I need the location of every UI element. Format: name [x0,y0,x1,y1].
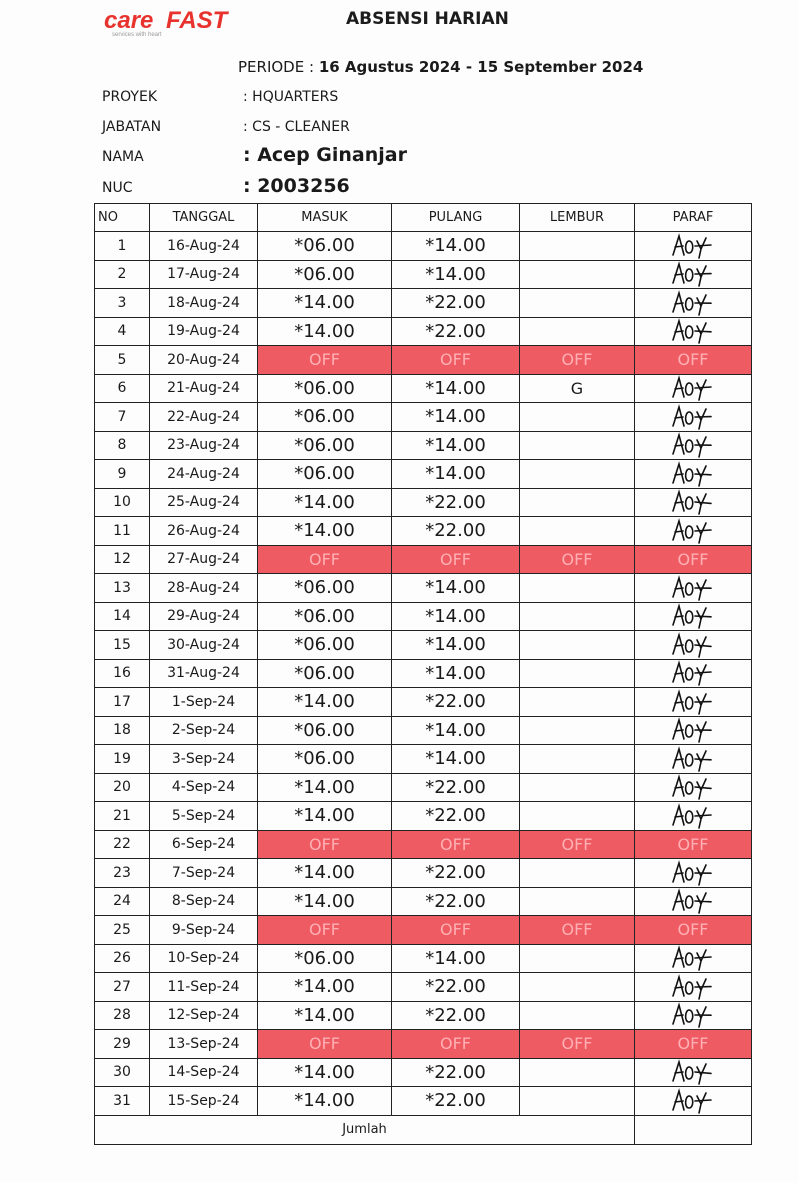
row-masuk: *06.00 [258,659,392,688]
signature-stroke [673,806,711,828]
handwritten-signature [663,290,723,316]
row-no: 28 [95,1001,150,1030]
signature-stroke [673,464,711,486]
handwritten-signature [663,803,723,829]
row-masuk: OFF [258,1030,392,1059]
row-tanggal: 21-Aug-24 [150,374,258,403]
row-lembur [520,431,635,460]
table-row [95,916,752,945]
row-tanggal: 29-Aug-24 [150,602,258,631]
table-row [95,488,752,517]
row-paraf-signature [635,403,752,432]
signature-stroke [673,236,711,258]
signature-stroke [673,777,711,799]
row-lembur [520,716,635,745]
signature-stroke [673,321,711,343]
row-lembur: OFF [520,346,635,375]
row-paraf: OFF [635,1030,752,1059]
row-masuk: *06.00 [258,631,392,660]
row-lembur [520,232,635,261]
header-masuk: MASUK [258,204,392,232]
nuc-value: : 2003256 [243,175,350,197]
handwritten-signature [663,632,723,658]
handwritten-signature [663,461,723,487]
row-tanggal: 23-Aug-24 [150,431,258,460]
row-lembur [520,745,635,774]
nama-label: NAMA [102,149,144,165]
row-tanggal: 2-Sep-24 [150,716,258,745]
row-masuk: *06.00 [258,602,392,631]
table-row [95,574,752,603]
row-no: 23 [95,859,150,888]
signature-stroke [673,407,711,429]
row-pulang: *22.00 [392,1087,520,1116]
row-masuk: *06.00 [258,431,392,460]
table-row [95,1001,752,1030]
row-pulang: *22.00 [392,973,520,1002]
row-masuk: *06.00 [258,745,392,774]
row-lembur [520,1058,635,1087]
table-row [95,403,752,432]
row-no: 29 [95,1030,150,1059]
header-pulang: PULANG [392,204,520,232]
row-no: 9 [95,460,150,489]
table-row [95,688,752,717]
row-tanggal: 16-Aug-24 [150,232,258,261]
row-paraf-signature [635,1058,752,1087]
row-no: 2 [95,260,150,289]
row-no: 12 [95,545,150,574]
row-no: 1 [95,232,150,261]
row-masuk: *06.00 [258,574,392,603]
row-no: 16 [95,659,150,688]
handwritten-signature [663,375,723,401]
row-pulang: OFF [392,1030,520,1059]
row-lembur [520,659,635,688]
jabatan-value: : CS - CLEANER [243,119,350,135]
row-pulang: *14.00 [392,374,520,403]
row-paraf-signature [635,488,752,517]
signature-stroke [673,1005,711,1027]
table-row [95,317,752,346]
row-pulang: *14.00 [392,260,520,289]
row-tanggal: 12-Sep-24 [150,1001,258,1030]
row-lembur: G [520,374,635,403]
row-masuk: *06.00 [258,260,392,289]
row-tanggal: 5-Sep-24 [150,802,258,831]
row-lembur [520,802,635,831]
handwritten-signature [663,575,723,601]
row-pulang: *22.00 [392,688,520,717]
row-tanggal: 13-Sep-24 [150,1030,258,1059]
row-paraf-signature [635,574,752,603]
row-lembur: OFF [520,830,635,859]
row-lembur [520,403,635,432]
row-no: 18 [95,716,150,745]
row-paraf-signature [635,289,752,318]
row-pulang: *14.00 [392,602,520,631]
row-paraf-signature [635,374,752,403]
row-tanggal: 30-Aug-24 [150,631,258,660]
row-no: 14 [95,602,150,631]
row-masuk: *14.00 [258,773,392,802]
table-row [95,346,752,375]
signature-stroke [673,891,711,913]
nuc-label: NUC [102,180,133,196]
handwritten-signature [663,689,723,715]
row-no: 31 [95,1087,150,1116]
row-pulang: *14.00 [392,460,520,489]
row-no: 8 [95,431,150,460]
row-lembur [520,289,635,318]
row-paraf-signature [635,460,752,489]
total-paraf-cell [635,1115,752,1144]
signature-stroke [673,378,711,400]
row-no: 3 [95,289,150,318]
table-row [95,431,752,460]
row-masuk: *14.00 [258,688,392,717]
table-row [95,745,752,774]
table-row [95,545,752,574]
row-masuk: *06.00 [258,403,392,432]
row-no: 17 [95,688,150,717]
row-tanggal: 6-Sep-24 [150,830,258,859]
row-tanggal: 26-Aug-24 [150,517,258,546]
header-lembur: LEMBUR [520,204,635,232]
row-lembur [520,1001,635,1030]
table-row [95,716,752,745]
row-pulang: OFF [392,916,520,945]
carefast-logo [104,8,304,38]
row-paraf-signature [635,659,752,688]
row-tanggal: 14-Sep-24 [150,1058,258,1087]
row-no: 7 [95,403,150,432]
row-tanggal: 11-Sep-24 [150,973,258,1002]
row-masuk: *14.00 [258,802,392,831]
row-masuk: *14.00 [258,517,392,546]
header-paraf: PARAF [635,204,752,232]
handwritten-signature [663,489,723,515]
periode-line [238,58,643,76]
row-pulang: *22.00 [392,289,520,318]
signature-stroke [673,749,711,771]
table-row [95,631,752,660]
row-masuk: *14.00 [258,887,392,916]
total-label: Jumlah [95,1115,635,1144]
row-paraf-signature [635,1001,752,1030]
signature-stroke [673,635,711,657]
proyek-value: : HQUARTERS [243,89,339,105]
handwritten-signature [663,860,723,886]
row-lembur: OFF [520,916,635,945]
row-tanggal: 17-Aug-24 [150,260,258,289]
signature-stroke [673,578,711,600]
row-pulang: *14.00 [392,631,520,660]
row-masuk: *14.00 [258,488,392,517]
logo-care-text: care [104,8,154,34]
row-pulang: *22.00 [392,517,520,546]
row-pulang: *14.00 [392,659,520,688]
row-pulang: OFF [392,830,520,859]
table-row [95,460,752,489]
row-tanggal: 19-Aug-24 [150,317,258,346]
table-row [95,773,752,802]
row-tanggal: 9-Sep-24 [150,916,258,945]
row-no: 21 [95,802,150,831]
row-lembur [520,859,635,888]
table-row [95,944,752,973]
row-pulang: *14.00 [392,716,520,745]
row-no: 26 [95,944,150,973]
row-pulang: OFF [392,545,520,574]
table-row [95,374,752,403]
row-lembur [520,631,635,660]
handwritten-signature [663,717,723,743]
periode-label: PERIODE : [238,58,315,76]
row-tanggal: 4-Sep-24 [150,773,258,802]
row-masuk: *06.00 [258,716,392,745]
signature-stroke [673,293,711,315]
row-no: 27 [95,973,150,1002]
row-lembur [520,773,635,802]
row-no: 19 [95,745,150,774]
row-pulang: *22.00 [392,887,520,916]
table-row [95,859,752,888]
handwritten-signature [663,1088,723,1114]
table-row [95,802,752,831]
row-paraf-signature [635,716,752,745]
row-paraf-signature [635,802,752,831]
header-no: NO [95,204,150,232]
handwritten-signature [663,233,723,259]
signature-stroke [673,863,711,885]
table-row [95,1058,752,1087]
table-row [95,659,752,688]
row-masuk: OFF [258,545,392,574]
row-masuk: OFF [258,916,392,945]
handwritten-signature [663,1002,723,1028]
row-no: 5 [95,346,150,375]
row-no: 11 [95,517,150,546]
row-no: 6 [95,374,150,403]
row-no: 4 [95,317,150,346]
row-pulang: *22.00 [392,317,520,346]
row-tanggal: 24-Aug-24 [150,460,258,489]
logo-fast-text: FAST [166,8,228,34]
row-paraf-signature [635,944,752,973]
document-title: ABSENSI HARIAN [346,9,509,29]
table-header-row [95,204,752,232]
row-pulang: *14.00 [392,944,520,973]
row-lembur [520,887,635,916]
handwritten-signature [663,318,723,344]
jabatan-label: JABATAN [102,119,162,135]
row-masuk: *06.00 [258,374,392,403]
handwritten-signature [663,261,723,287]
row-lembur [520,688,635,717]
row-tanggal: 10-Sep-24 [150,944,258,973]
row-pulang: *22.00 [392,488,520,517]
row-paraf: OFF [635,545,752,574]
row-tanggal: 8-Sep-24 [150,887,258,916]
row-lembur [520,574,635,603]
signature-stroke [673,692,711,714]
row-pulang: *14.00 [392,574,520,603]
handwritten-signature [663,746,723,772]
row-pulang: *22.00 [392,1001,520,1030]
handwritten-signature [663,603,723,629]
row-lembur [520,460,635,489]
row-pulang: *14.00 [392,232,520,261]
table-row [95,289,752,318]
row-paraf-signature [635,859,752,888]
row-no: 30 [95,1058,150,1087]
attendance-table [94,203,752,1145]
table-row [95,232,752,261]
row-paraf-signature [635,745,752,774]
handwritten-signature [663,660,723,686]
row-tanggal: 25-Aug-24 [150,488,258,517]
row-lembur [520,602,635,631]
handwritten-signature [663,888,723,914]
table-row [95,602,752,631]
row-lembur [520,317,635,346]
logo-tagline: services with heart [112,32,162,38]
table-row [95,517,752,546]
table-row [95,260,752,289]
table-row [95,1087,752,1116]
row-lembur [520,973,635,1002]
row-masuk: *14.00 [258,859,392,888]
row-no: 13 [95,574,150,603]
row-pulang: *22.00 [392,859,520,888]
row-paraf-signature [635,431,752,460]
table-row [95,887,752,916]
row-masuk: *14.00 [258,1001,392,1030]
row-pulang: *14.00 [392,403,520,432]
signature-stroke [673,264,711,286]
signature-stroke [673,720,711,742]
row-lembur [520,488,635,517]
row-paraf-signature [635,232,752,261]
row-paraf: OFF [635,916,752,945]
total-row [95,1115,752,1144]
handwritten-signature [663,774,723,800]
signature-stroke [673,521,711,543]
handwritten-signature [663,432,723,458]
row-paraf: OFF [635,346,752,375]
row-paraf-signature [635,602,752,631]
row-masuk: OFF [258,830,392,859]
row-no: 24 [95,887,150,916]
row-pulang: *22.00 [392,773,520,802]
periode-value: 16 Agustus 2024 - 15 September 2024 [318,58,644,76]
proyek-label: PROYEK [102,89,158,105]
row-tanggal: 18-Aug-24 [150,289,258,318]
row-tanggal: 31-Aug-24 [150,659,258,688]
signature-stroke [673,948,711,970]
signature-stroke [673,663,711,685]
signature-stroke [673,492,711,514]
row-pulang: *22.00 [392,1058,520,1087]
table-row [95,830,752,859]
row-masuk: *06.00 [258,460,392,489]
row-tanggal: 15-Sep-24 [150,1087,258,1116]
row-lembur [520,517,635,546]
handwritten-signature [663,404,723,430]
signature-stroke [673,1062,711,1084]
row-paraf-signature [635,688,752,717]
row-pulang: OFF [392,346,520,375]
row-no: 15 [95,631,150,660]
row-lembur [520,944,635,973]
row-no: 25 [95,916,150,945]
row-tanggal: 20-Aug-24 [150,346,258,375]
row-masuk: *14.00 [258,289,392,318]
row-paraf-signature [635,260,752,289]
row-tanggal: 27-Aug-24 [150,545,258,574]
table-row [95,973,752,1002]
row-tanggal: 1-Sep-24 [150,688,258,717]
row-masuk: *14.00 [258,317,392,346]
row-lembur: OFF [520,1030,635,1059]
row-tanggal: 22-Aug-24 [150,403,258,432]
table-row [95,1030,752,1059]
row-paraf-signature [635,887,752,916]
row-no: 22 [95,830,150,859]
signature-stroke [673,1091,711,1113]
signature-stroke [673,977,711,999]
row-masuk: *14.00 [258,973,392,1002]
row-paraf: OFF [635,830,752,859]
handwritten-signature [663,945,723,971]
row-tanggal: 3-Sep-24 [150,745,258,774]
row-pulang: *14.00 [392,745,520,774]
row-lembur: OFF [520,545,635,574]
row-tanggal: 28-Aug-24 [150,574,258,603]
signature-stroke [673,435,711,457]
row-masuk: *14.00 [258,1058,392,1087]
row-masuk: *06.00 [258,232,392,261]
row-lembur [520,260,635,289]
row-pulang: *14.00 [392,431,520,460]
row-lembur [520,1087,635,1116]
signature-stroke [673,606,711,628]
handwritten-signature [663,518,723,544]
handwritten-signature [663,1059,723,1085]
row-paraf-signature [635,973,752,1002]
row-tanggal: 7-Sep-24 [150,859,258,888]
row-no: 10 [95,488,150,517]
nama-value: : Acep Ginanjar [243,144,407,166]
row-masuk: OFF [258,346,392,375]
row-paraf-signature [635,1087,752,1116]
row-paraf-signature [635,517,752,546]
handwritten-signature [663,974,723,1000]
header-tanggal: TANGGAL [150,204,258,232]
row-masuk: *06.00 [258,944,392,973]
row-no: 20 [95,773,150,802]
row-paraf-signature [635,631,752,660]
row-paraf-signature [635,317,752,346]
row-masuk: *14.00 [258,1087,392,1116]
row-pulang: *22.00 [392,802,520,831]
row-paraf-signature [635,773,752,802]
